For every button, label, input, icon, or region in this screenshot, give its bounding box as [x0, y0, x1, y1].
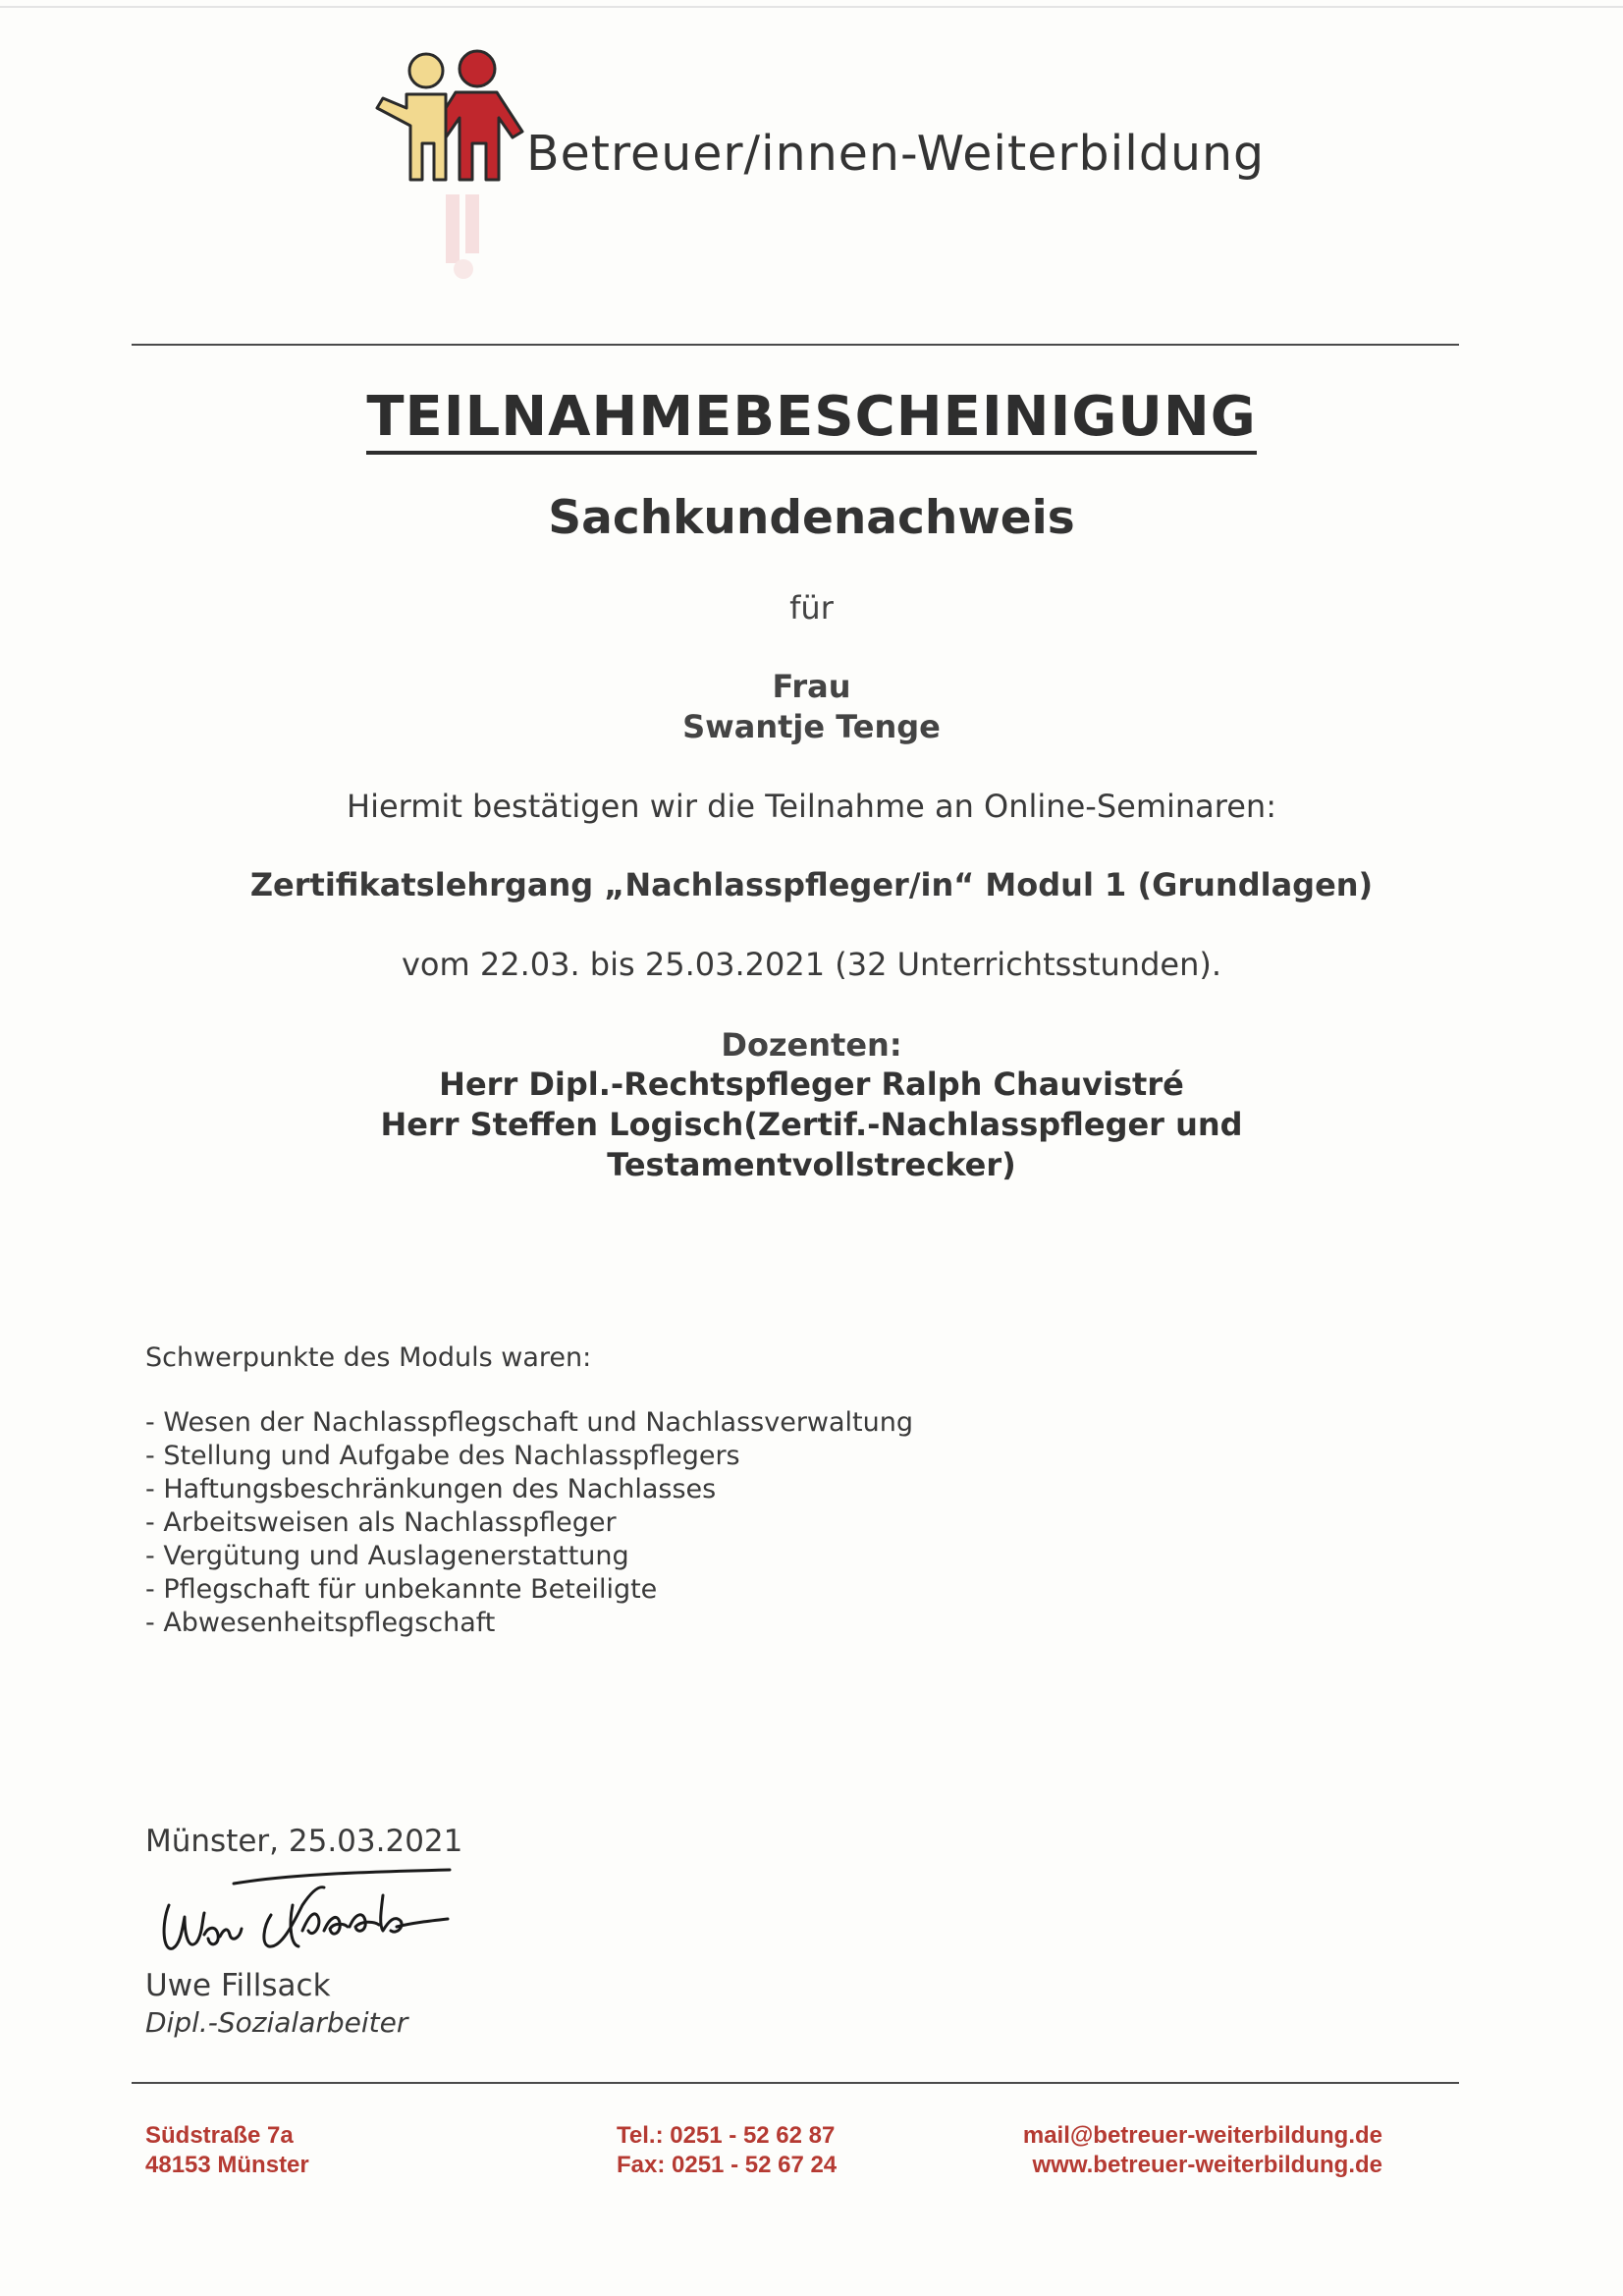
participant-name: Swantje Tenge — [682, 708, 941, 745]
certificate-subtitle: Sachkundenachweis — [548, 491, 1075, 545]
focus-heading: Schwerpunkte des Moduls waren: — [145, 1342, 592, 1373]
list-item: - Stellung und Aufgabe des Nachlasspflegers — [145, 1441, 740, 1471]
list-item: - Wesen der Nachlasspflegschaft und Nachlassverwaltung — [145, 1407, 913, 1438]
footer-street: Südstraße 7a — [145, 2122, 294, 2149]
list-item: - Haftungsbeschränkungen des Nachlasses — [145, 1474, 717, 1504]
list-item: - Arbeitsweisen als Nachlasspfleger — [145, 1507, 617, 1538]
confirmation-text: Hiermit bestätigen wir die Teilnahme an Online-Seminaren: — [347, 788, 1276, 825]
footer-city: 48153 Münster — [145, 2152, 309, 2178]
footer-website: www.betreuer-weiterbildung.de — [1032, 2152, 1382, 2178]
participant-salutation: Frau — [772, 668, 851, 705]
list-item: - Pflegschaft für unbekannte Beteiligte — [145, 1574, 658, 1605]
signer-title: Dipl.-Sozialarbeiter — [145, 2006, 408, 2039]
footer-email: mail@betreuer-weiterbildung.de — [1022, 2122, 1382, 2149]
place-date: Münster, 25.03.2021 — [145, 1824, 463, 1859]
footer-address — [145, 2121, 309, 2180]
footer-phone — [617, 2121, 837, 2180]
logo-person-left — [377, 54, 446, 180]
course-period: vom 22.03. bis 25.03.2021 (32 Unterrichtsstunden). — [401, 946, 1221, 983]
logo-faded-reflection — [446, 194, 479, 279]
course-title: Zertifikatslehrgang „Nachlasspfleger/in“ Modul 1 (Grundlagen) — [249, 866, 1374, 903]
footer-fax: Fax: 0251 - 52 67 24 — [617, 2152, 838, 2178]
list-item: - Abwesenheitspflegschaft — [145, 1608, 496, 1638]
lecturers-heading: Dozenten: — [721, 1026, 902, 1064]
brand-name: Betreuer/innen-Weiterbildung — [526, 126, 1266, 182]
header-divider — [132, 344, 1459, 346]
footer-divider — [132, 2082, 1459, 2084]
for-label: für — [789, 589, 834, 627]
footer-tel: Tel.: 0251 - 52 62 87 — [617, 2122, 836, 2149]
certificate-title: TEILNAHMEBESCHEINIGUNG — [0, 385, 1623, 449]
focus-list — [145, 1406, 913, 1640]
footer-web — [982, 2121, 1382, 2180]
list-item: - Vergütung und Auslagenerstattung — [145, 1541, 629, 1571]
two-persons-logo-icon — [373, 47, 530, 283]
lecturer-line: Herr Steffen Logisch(Zertif.-Nachlasspfleger und — [380, 1106, 1243, 1143]
signer-name: Uwe Fillsack — [145, 1968, 331, 2003]
handwritten-signature — [155, 1866, 469, 1964]
lecturer-line: Herr Dipl.-Rechtspfleger Ralph Chauvistré — [439, 1066, 1184, 1103]
logo-person-right — [446, 51, 522, 180]
lecturer-line: Testamentvollstrecker) — [607, 1146, 1016, 1183]
scan-top-edge — [0, 6, 1623, 8]
